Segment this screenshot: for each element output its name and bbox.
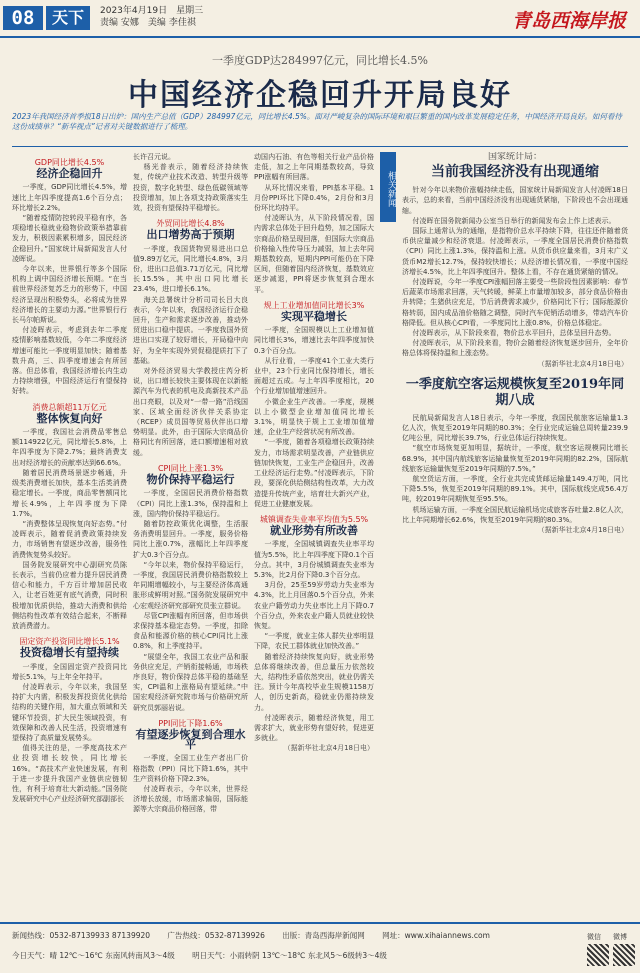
- paragraph: 3月份，25至59岁劳动力失业率为4.3%，比上月回落0.5个百分点，外来农业户籍劳动力失业率比上月下降0.7个百分点，外来农业户籍人员就业较快恢复。: [254, 581, 374, 630]
- section-tag: 城镇调查失业率平均值为5.5%: [259, 514, 369, 524]
- section-heading: 物价保持平稳运行: [146, 473, 235, 487]
- section-tag: CPI同比上涨1.3%: [157, 463, 224, 473]
- section-tag: GDP同比增长4.5%: [34, 158, 105, 167]
- paragraph: 随着经济持续恢复向好，就业形势总体将继续改善，但总量压力依然较大，结构性矛盾依然突出，就业仍需关注。预计今年高校毕业生规模1158万人，创历史新高，稳就业仍需持续发力。: [254, 652, 374, 712]
- paragraph: 一季度，全国固定资产投资同比增长5.1%，与上年全年持平。: [12, 662, 127, 681]
- news-hotline: 新闻热线：0532-87139933 87139920: [12, 931, 151, 940]
- paragraph: 一季度，我国社会消费品零售总额114922亿元，同比增长5.8%，上年四季度为下降2.7%；最终消费支出对经济增长的贡献率达到66.6%。: [12, 428, 127, 467]
- paragraph: 付凌晖说，今年一季度CPI涨幅回落主要受一些阶段性因素影响：春节后蔬菜市场需求回落，天气转暖，鲜菜上市量增加较多，部分食品价格由升转降；生猪供应充足，节后消费需求减少，价格同比下行；国际能源价格转弱，国内成品油价格随之调整，同时汽车促销活动增多，带动汽车价格降低。但从核心CPI看，一季度同比上涨0.8%，价格总体稳定。: [402, 278, 628, 327]
- paragraph: 付凌晖表示，考虑到去年二季度疫情影响基数较低，今年二季度经济增速可能比一季度明显加快；随着基数升高，三、四季度增速会有所回落。但总体看，我国经济增长内生动力持续增强，中国经济运行有望保持好转。: [12, 326, 127, 396]
- paragraph: 今年以来，世界银行等多个国际机构上调中国经济增长预期。“在当前世界经济复苏乏力的形势下，中国经济呈现出积极势头，必将成为世界经济增长的主要动力源。”世界银行行长马尔帕斯说。: [12, 265, 127, 325]
- section-heading: 就业形势有所改善: [270, 524, 358, 538]
- section-tag: PPI同比下降1.6%: [158, 718, 223, 728]
- masthead: [0, 0, 640, 40]
- source-credit: （据新华社北京4月18日电）: [283, 744, 374, 753]
- paragraph: 付凌晖在国务院新闻办公室当日举行的新闻发布会上作上述表示。: [412, 216, 616, 225]
- wechat-label: 微信: [587, 933, 601, 941]
- paragraph: 付凌晖表示，今年以来，我国坚持扩大内需，积极发挥投资优化供给结构的关键作用，加大重点领域和关键环节投资，扩大民生领域投资，有效保障和改善人民生活，投资增速有望保持了高质量发展势头。: [12, 682, 127, 742]
- paragraph: 小微企业生产改善。一季度，规模以上小微型企业增加值同比增长3.1%，明显快于规上工业增加值增速，企业生产经营状况有所改善。: [254, 397, 374, 437]
- paragraph: 航空货运方面，一季度，全行业共完成货邮运输量149.4万吨，同比下降5.5%，恢复至2019年同期的89.1%。其中，国际航线完成56.4万吨，较2019年同期恢复至95.5%。: [402, 475, 628, 504]
- publisher: 出版：青岛西海岸新闻网: [282, 931, 365, 940]
- paragraph: 海关总署统计分析司司长吕大良表示，今年以来，我国经济运行企稳回升，生产和需求逐步改善，推动外贸进出口稳中提质。一季度我国外贸进出口实现了较好增长，开局稳中向好，为全年实现外贸促稳提质打下了基础。: [133, 295, 248, 365]
- paragraph: 尽管CPI涨幅有所回落，但市场供求保持基本稳定态势。一季度，扣除食品和能源价格的核心CPI同比上涨0.8%，和上季度持平。: [133, 611, 248, 651]
- paragraph: 一季度，GDP同比增长4.5%，增速比上年四季度提高1.6个百分点；环比增长2.2%。: [12, 183, 127, 212]
- lead-paragraph: 2023年我国经济首季报18日出炉：国内生产总值（GDP）284997亿元，同比增长4.5%。面对严峻复杂的国际环境和艰巨繁重的国内改革发展稳定任务，中国经济开局良好。如何看待这份成绩单？“新华视点”记者对关键数据进行了梳理。: [12, 112, 622, 131]
- paragraph: “一季度，随着各项稳增长政策持续发力，市场需求明显改善，产业链供应链加快恢复，工业生产企稳回升，改善工业经济运行走势。”付凌晖表示，下阶段，要深化供给侧结构性改革，大力改造提升传统产业，培育壮大新兴产业，促进工业健康发展。: [254, 438, 374, 508]
- section-tag: 消费总额超11万亿元: [32, 402, 107, 412]
- paragraph: 付凌晖表示，今年以来，世界经济增长放缓，市场需求偏弱，国际能源等大宗商品价格回落，带: [133, 784, 248, 814]
- section-heading: 经济企稳回升: [36, 167, 103, 181]
- newspaper-logo: 青岛西海岸报: [511, 10, 626, 32]
- paragraph: 从行业看，一季度41个工业大类行业中，23个行业同比保持增长，增长面超过五成。与上年四季度相比，20个行业增加值增速回升。: [254, 356, 374, 396]
- paragraph: 一季度，全国规模以上工业增加值同比增长3%，增速比去年四季度加快0.3个百分点。: [254, 326, 374, 355]
- source-credit: （据新华社北京4月18日电）: [537, 526, 628, 535]
- section-heading: 有望逐步恢复到合理水平: [135, 727, 246, 752]
- source-credit: （据新华社北京4月18日电）: [537, 359, 628, 368]
- related-news-column: [380, 152, 628, 922]
- paragraph: “消费整体呈现恢复向好态势。”付凌晖表示，随着促消费政策持续发力，市场销售有望逐步改善，服务性消费恢复势头较好。: [12, 519, 127, 559]
- footer-contacts: [12, 930, 582, 941]
- paragraph: “航空市场恢复更加明显，据统计，一季度，航空客运规模同比增长68.9%，其中国内航线旅客运输量恢复至2019年同期的82.2%，国际航线旅客运输量恢复至2019年同期的7.5%。”: [402, 444, 628, 473]
- section-heading: 出口增势高于预期: [146, 228, 235, 242]
- design-label: 美编: [147, 18, 166, 28]
- paragraph: “随着疫情防控转段平稳有序，各项稳增长稳就业稳物价政策举措靠前发力，积极因素累积增多，国民经济企稳回升。”国家统计局新闻发言人付凌晖说。: [12, 214, 127, 263]
- paragraph: 杨光普表示，随着经济持续恢复，传统产业技术改造、转型升级等投资，数字化转型、绿色低碳领域等投资增加，加上各项支持政策落实生效，投资有望保持平稳增长。: [133, 163, 248, 213]
- issue-date: 2023年4月19日: [100, 6, 168, 16]
- paragraph: 长许召元说。: [133, 153, 175, 161]
- paragraph: 付凌晖认为，从下阶段情况看，国内需求总体处于回升趋势，加之国际大宗商品价格呈现回落，但国际大宗商品价格输入性传导压力减弱，加上去年同期基数较高，短期内PPI可能仍在下降区间，但随着国内经济恢复，基数效应逐步减退，PPI将逐步恢复到合理水平。: [254, 214, 374, 294]
- section-tag: 固定资产投资同比增长5.1%: [19, 637, 120, 647]
- paragraph: 一季度，全国工业生产者出厂价格指数（PPI）同比下降1.6%，其中生产资料价格下降2.3%。: [133, 754, 248, 783]
- article-column-2: [133, 152, 248, 922]
- section-tag: 外贸同比增长4.8%: [156, 219, 225, 229]
- editor-label: 责编: [100, 18, 119, 28]
- paragraph: 针对今年以来物价涨幅持续走低，国家统计局新闻发言人付凌晖18日表示，总的来看，当前中国经济没有出现通货紧缩，下阶段也不会出现通缩。: [402, 186, 628, 215]
- top-divider: [0, 36, 640, 38]
- design-name: 李佳祺: [168, 18, 196, 28]
- ad-hotline: 广告热线：0532-87139926: [167, 931, 265, 940]
- paragraph: 动国内石油、有色等相关行业产品价格走低，加之上年同期基数较高，导致PPI涨幅有所回落。: [254, 153, 374, 182]
- issue-meta: [100, 5, 260, 29]
- paragraph: 国务院发展研究中心副研究员陈长表示，当前仍应着力提升居民消费信心和能力，千方百计增加居民收入，让老百姓更有底气消费，同时积极增加优质供给，推动大消费和供给侧结构性改革有效结合起来，不断释放消费潜力。: [12, 560, 127, 630]
- paragraph: 民航局新闻发言人18日表示，今年一季度，我国民航旅客运输量1.3亿人次，恢复至2019年同期的80.3%；全行业完成运输总周转量239.9亿吨公里，同比增长39.7%，行业总体运行持续恢复。: [402, 413, 628, 443]
- paragraph: “展望全年，我国工农业产品和服务供应充足，产销衔接畅通，市场秩序良好，物价保持总体平稳的基础坚实，CPI温和上涨格局有望延续。”中国宏观经济研究院市场与价格研究所研究员郭丽岩说。: [133, 652, 248, 712]
- section-heading: 投资稳增长有望持续: [20, 646, 119, 660]
- section-heading: 整体恢复向好: [36, 411, 103, 425]
- weather-today: 今日天气：晴 12℃～16℃ 东南风转南风3～4级: [12, 951, 175, 960]
- paragraph: 付凌晖表示，从下阶段来看，物价会随着经济恢复逐步回升，全年价格总体将保持温和上涨态势。: [402, 339, 628, 358]
- weibo-qr-icon: [613, 944, 635, 966]
- page-number: 08: [3, 6, 43, 30]
- wechat-qr-icon: [587, 944, 609, 966]
- paragraph: 一季度，我国货物贸易进出口总值9.89万亿元，同比增长4.8%，3月份，进出口总值3.71万亿元，同比增长15.5%，其中出口同比增长23.4%，进口增长6.1%。: [133, 244, 248, 294]
- related-kicker: 国家统计局：: [487, 152, 542, 162]
- issue-weekday: 星期三: [176, 6, 204, 16]
- headline: 中国经济企稳回升开局良好: [128, 78, 512, 113]
- related-news-body: [402, 152, 628, 922]
- paragraph: 付凌晖表示，随着经济恢复，用工需求扩大，就业形势有望好转，促进更多就业。: [254, 713, 374, 743]
- related-heading: 当前我国经济没有出现通缩: [431, 164, 599, 181]
- paragraph: 国际上通常认为的通缩，是指物价总水平持续下降，往往还伴随着货币供应量减少和经济衰退。付凌晖表示，一季度全国居民消费价格指数（CPI）同比上涨1.3%，保持温和上涨。从货币供应量来看，3月末广义货币M2增长12.7%，保持较快增长；从经济增长情况看，一季度中国经济增长4.5%，比上年四季度回升。整体上看，不存在通货紧缩的情况。: [402, 227, 628, 276]
- related-heading: 一季度航空客运规模恢复至2019年同期八成: [405, 376, 625, 408]
- paragraph: 一季度，全国城镇调查失业率平均值为5.5%，比上年四季度下降0.1个百分点。其中，3月份城镇调查失业率为5.3%，比2月份下降0.3个百分点。: [254, 540, 374, 579]
- footer: [0, 922, 640, 973]
- weibo-label: 微博: [613, 933, 627, 941]
- website: 网址：www.xihaiannews.com: [382, 931, 490, 940]
- paragraph: “一季度，就业主体人群失业率明显下降，农民工群体就业加快改善。”: [254, 632, 374, 651]
- paragraph: 一季度，全国居民消费价格指数（CPI）同比上涨1.3%，保持温和上涨，国内物价保持平稳运行。: [133, 489, 248, 518]
- section-tag: 规上工业增加值同比增长3%: [263, 300, 365, 310]
- section-heading: 实现平稳增长: [281, 310, 347, 324]
- subheadline: 一季度GDP达284997亿元，同比增长4.5%: [212, 54, 428, 67]
- article-column-3: [254, 152, 374, 922]
- paragraph: 付凌晖表示，从下阶段来看，物价总水平回升，总体呈回升态势。: [412, 329, 616, 338]
- article-column-1: [12, 152, 127, 922]
- footer-weather: [12, 950, 582, 961]
- weather-tomorrow: 明日天气：小雨转阴 13℃～18℃ 东北风5～6级转3～4级: [192, 951, 387, 960]
- paragraph: “今年以来，物价保持平稳运行，一季度，我国居民消费价格指数较上年同期增幅较小，与主要经济体高通胀形成鲜明对照。”国务院发展研究中心宏观经济研究部研究员张立群说。: [133, 560, 248, 610]
- lead-divider: [12, 146, 628, 147]
- paragraph: 机场运输方面，一季度全国民航运输机场完成旅客吞吐量2.8亿人次，比上年同期增长62.6%，恢复至2019年同期的80.3%。: [402, 505, 628, 524]
- paragraph: 随着防控政策优化调整，生活服务消费明显回升。一季度，服务价格同比上涨0.7%，涨幅比上年四季度扩大0.3个百分点。: [133, 519, 248, 559]
- paragraph: 从环比情况来看，PPI基本平稳。1月份PPI环比下降0.4%，2月份和3月份环比均持平。: [254, 183, 374, 213]
- paragraph: 随着居民消费场景逐步畅通，升级类消费增长加快，基本生活类消费稳定增长。一季度，商品零售额同比增长4.9%，上年四季度为下降1.7%。: [12, 468, 127, 518]
- paragraph: 对外经济贸易大学教授庄芮分析说，出口增长较快主要体现在以新能源汽车为代表的机电及高新技术产品出口亮眼，以及对“一带一路”沿线国家、区域全面经济伙伴关系协定（RCEP）成员国等贸易伙伴出口增势明显。此外，由于国际大宗商品价格同比有所回落，进口额增速相对放缓。: [133, 367, 248, 457]
- section-name: 天下: [46, 6, 90, 30]
- related-news-label: 相关新闻: [380, 152, 396, 222]
- editor-name: 安娜: [120, 18, 139, 28]
- paragraph: 值得关注的是，一季度高技术产业投资增长较快，同比增长16%。“高技术产业快速发展，有利于进一步提升我国产业链供应链韧性，有利于培育壮大新动能。”国务院发展研究中心产业经济研究部副部长: [12, 744, 127, 804]
